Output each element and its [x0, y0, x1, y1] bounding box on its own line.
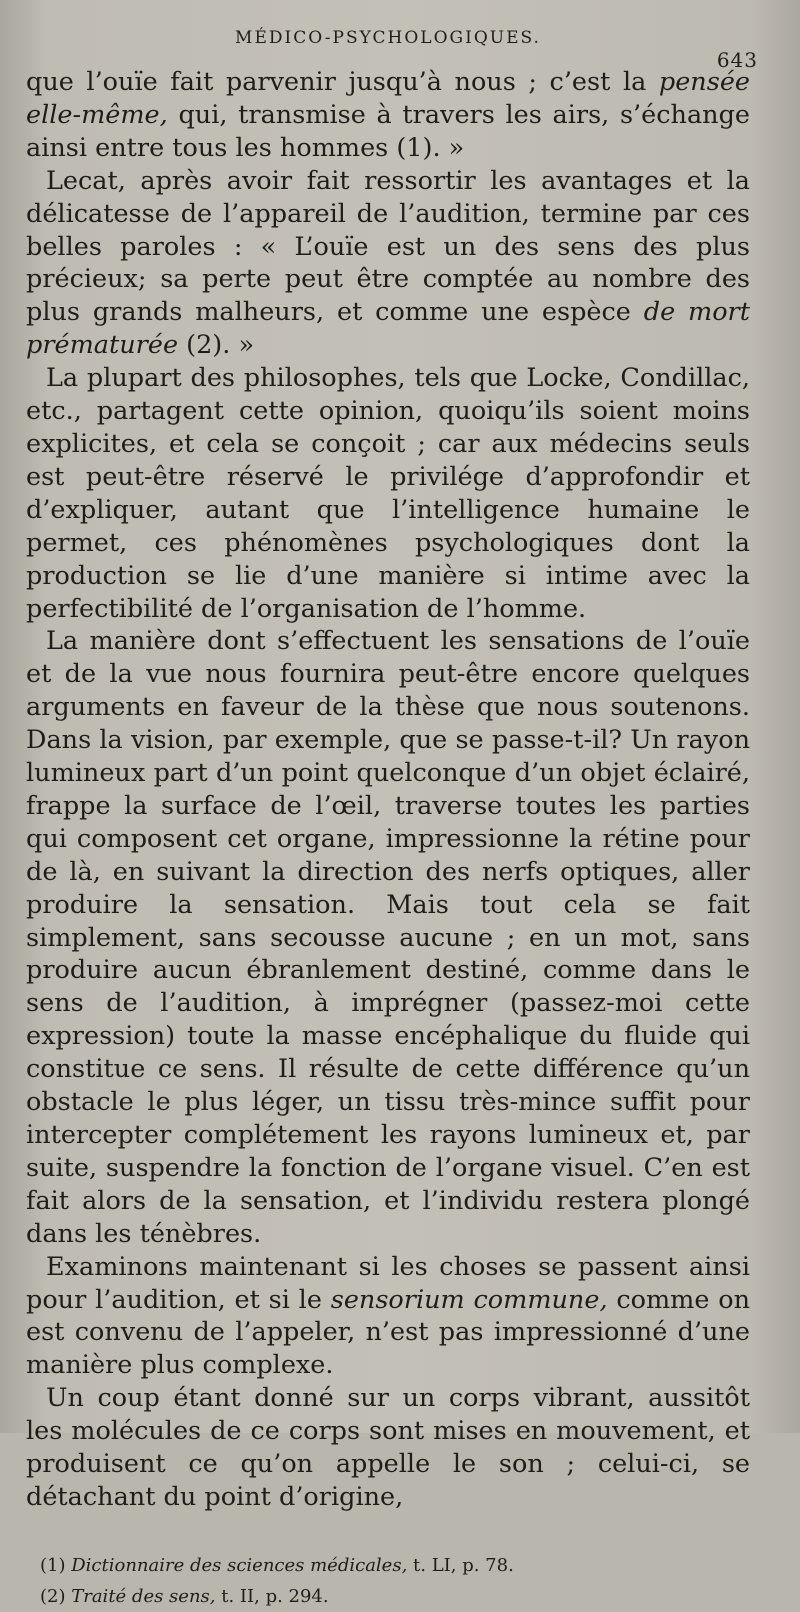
paragraph	[26, 625, 750, 1250]
text-run: La plupart des philosophes, tels que Locke, Condillac, etc., partagent cette opinion, quoiqu’ils soient moins explicites, et cela se conçoit ; car aux médecins seuls est peut-être réservé le privilége d’approfondir et d’expliquer, autant que l’intelligence humaine le permet, ces phénomènes psychologiques dont la production se lie d’une manière si intime avec la perfectibilité de l’organisation de l’homme.	[26, 363, 750, 624]
paragraph	[26, 165, 750, 362]
italic-text: sensorium commune,	[330, 1284, 608, 1315]
paragraph	[26, 362, 750, 625]
paragraph	[26, 1251, 750, 1383]
text-run: Un coup étant donné sur un corps vibrant, aussitôt les molécules de ce corps sont mises en mouvement, et produisent ce qu’on appelle le son ; celui-ci, se détachant du point d’origine,	[26, 1383, 750, 1512]
footnote	[40, 1550, 750, 1581]
text-run: que l’ouïe fait parvenir jusqu’à nous ; c’est la	[26, 67, 659, 97]
footnote	[40, 1581, 750, 1612]
text-run: (2)	[40, 1585, 72, 1607]
text-run: t. LI, p. 78.	[407, 1554, 514, 1576]
footnotes	[26, 1550, 750, 1612]
italic-text: Dictionnaire des sciences médicales,	[71, 1554, 408, 1576]
page-number: 643	[716, 48, 758, 72]
italic-text: Traité des sens,	[71, 1585, 216, 1607]
text-run: comme on est convenu de l’appeler, n’est pas impressionné d’une manière plus complexe.	[26, 1284, 751, 1381]
text-run: Examinons maintenant si les choses se passent ainsi pour l’audition, et si le	[26, 1251, 750, 1315]
italic-text: de mort prématurée	[26, 297, 750, 361]
running-head	[26, 22, 758, 72]
italic-text: pensée elle-même,	[26, 67, 750, 130]
paragraph	[26, 1382, 750, 1514]
text-run: (2). »	[178, 330, 255, 361]
running-title: MÉDICO-PSYCHOLOGIQUES.	[235, 28, 541, 48]
text-run: t. II, p. 294.	[215, 1585, 329, 1607]
text-run: Lecat, après avoir fait ressortir les avantages et la délicatesse de l’appareil de l’audition, termine par ces belles paroles : « L’ouïe est un des sens des plus précieux; sa perte peut être comptée au nombre des plus grands malheurs, et comme une espèce	[26, 165, 750, 328]
body-text	[26, 66, 750, 1514]
text-run: (1)	[40, 1554, 72, 1576]
text-run: qui, transmise à travers les airs, s’échange ainsi entre tous les hommes (1). »	[26, 99, 750, 163]
paragraph	[26, 66, 750, 165]
text-run: La manière dont s’effectuent les sensations de l’ouïe et de la vue nous fournira peut-être encore quelques arguments en faveur de la thèse que nous soutenons. Dans la vision, par exemple, que se passe-t-il? Un rayon lumineux part d’un point quelconque d’un objet éclairé, frappe la surface de l’œil, traverse toutes les parties qui composent cet organe, impressionne la rétine pour de là, en suivant la direction des nerfs optiques, aller produire la sensation. Mais tout cela se fait simplement, sans secousse aucune ; en un mot, sans produire aucun ébranlement destiné, comme dans le sens de l’audition, à imprégner (passez-moi cette expression) toute la masse encéphalique du fluide qui constitue ce sens. Il résulte de cette différence qu’un obstacle le plus léger, un tissu très-mince suffit pour intercepter complétement les rayons lumineux et, par suite, suspendre la fonction de l’organe visuel. C’en est fait alors de la sensation, et l’individu restera plongé dans les ténèbres.	[26, 626, 750, 1249]
